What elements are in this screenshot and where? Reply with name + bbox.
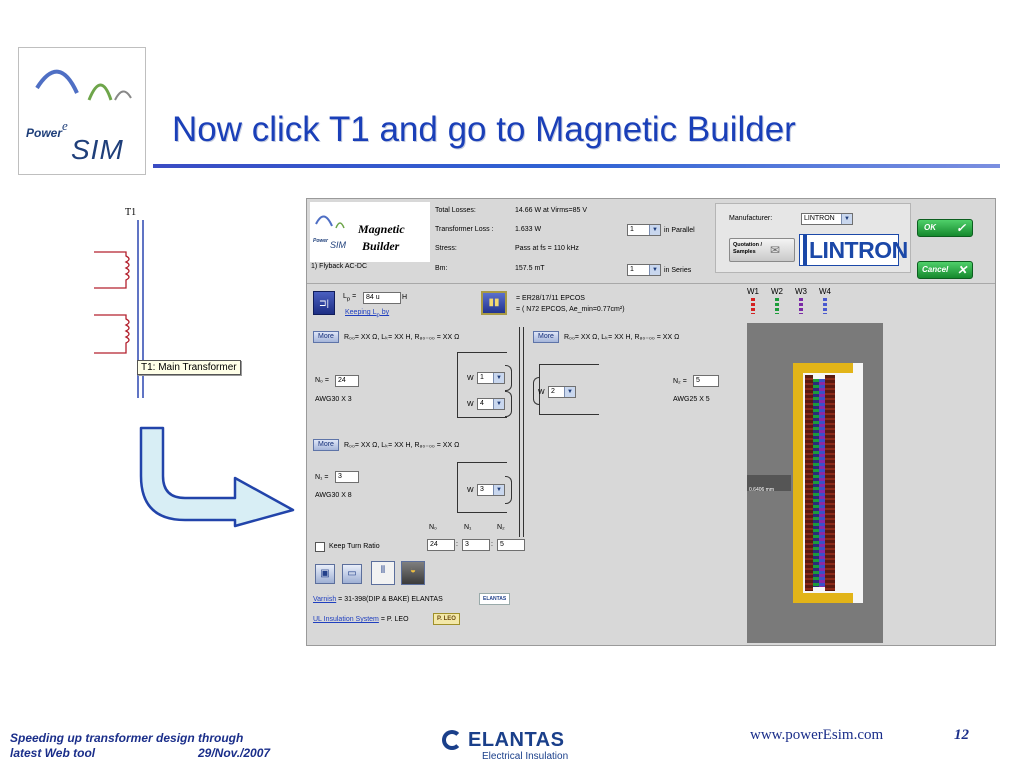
w3-select-value: 3: [480, 486, 484, 493]
chevron-down-icon: ▼: [841, 214, 852, 224]
series-select[interactable]: [627, 264, 661, 276]
keeping-lp-link[interactable]: [345, 309, 389, 318]
logo-sim-text: SIM: [71, 134, 124, 165]
primary-wire-bottom: [457, 417, 507, 418]
summary-value-1: 1.633 W: [515, 226, 542, 233]
series-select-value: 1: [630, 266, 634, 273]
lintron-logo-text: LINTRON: [809, 237, 908, 263]
primary-wire-top: [457, 352, 507, 353]
elantas-logo-icon: [442, 730, 462, 750]
inductor-icon[interactable]: ⊐|: [313, 291, 335, 315]
w1-select[interactable]: [477, 372, 505, 384]
lintron-logo-bar: [803, 235, 807, 265]
aux-wire-top: [457, 462, 507, 463]
transformer-view-icon[interactable]: ⫴: [371, 561, 395, 585]
chevron-down-icon: ▼: [493, 485, 504, 495]
core-cross-section: [747, 323, 883, 643]
manufacturer-label: Manufacturer:: [729, 215, 773, 222]
params-secondary: R₀₀= XX Ω, Lₖ= XX H, R₈₀₋₀₀ = XX Ω: [564, 334, 680, 341]
summary-label-0: Total Losses:: [435, 207, 476, 214]
elantas-logo-sub: Electrical Insulation: [482, 751, 569, 762]
n1-input[interactable]: 3: [335, 471, 359, 483]
lp-label: $L_p$ =: [343, 293, 357, 303]
ratio-header-n1: N₁: [464, 524, 472, 531]
winding-layer-1: [805, 375, 813, 591]
logo-power-text: Power: [26, 126, 63, 140]
chevron-down-icon: ▼: [564, 387, 575, 397]
n0-label: N₀ =: [315, 377, 329, 384]
ratio-n1-input[interactable]: 3: [462, 539, 490, 551]
w2-color-icon: [775, 298, 779, 314]
ok-button-label: OK: [924, 223, 936, 232]
builder-logo-sim: SIM: [330, 240, 347, 250]
footer-url[interactable]: www.powerEsim.com: [750, 727, 884, 743]
n2-label: N₂ =: [673, 378, 687, 385]
params-primary: R₀₀= XX Ω, Lₖ= XX H, R₈₀₋₀₀ = XX Ω: [344, 334, 460, 341]
tab-w2[interactable]: W2: [771, 287, 783, 296]
footer-date: 29/Nov./2007: [198, 746, 271, 760]
slide-title: Now click T1 and go to Magnetic Builder: [172, 110, 796, 149]
summary-label-1: Transformer Loss :: [435, 226, 494, 233]
open-folder-icon[interactable]: ▭: [342, 564, 362, 584]
params-aux: R₀₀= XX Ω, Lₖ= XX H, R₈₀₋₀₀ = XX Ω: [344, 442, 460, 449]
page-number: 12: [954, 727, 969, 743]
logo-swoosh-icon: [19, 48, 145, 128]
tab-w3[interactable]: W3: [795, 287, 807, 296]
builder-logo-power: Power: [313, 238, 329, 244]
n1-label: N₁ =: [315, 474, 329, 481]
aux-wire-left: [457, 462, 458, 512]
parallel-select[interactable]: [627, 224, 661, 236]
n2-wire: AWG25 X 5: [673, 396, 710, 403]
builder-logo-swoosh-icon: [312, 206, 352, 232]
magnetic-builder-window: [306, 198, 996, 646]
w4-select-label: W: [467, 401, 474, 408]
primary-coil-1: [505, 365, 512, 391]
summary-value-2: Pass at fs = 110 kHz: [515, 245, 579, 252]
w3-select[interactable]: [477, 484, 505, 496]
ok-button[interactable]: [917, 219, 973, 237]
lp-unit: H: [402, 294, 408, 301]
bobbin-flange-bottom: [793, 593, 853, 603]
envelope-icon: ✉: [770, 243, 781, 257]
winding-tabs: [747, 287, 847, 319]
ul-insulation-text: = P. LEO: [380, 616, 409, 623]
more-button-aux[interactable]: More: [313, 439, 339, 451]
lp-label-text: L: [343, 293, 347, 300]
tab-w4[interactable]: W4: [819, 287, 831, 296]
w2-select[interactable]: [548, 386, 576, 398]
logo-e-text: e: [62, 118, 68, 133]
manufacturer-select[interactable]: [801, 213, 853, 225]
chevron-down-icon: ▼: [649, 225, 660, 235]
core-line-left: [519, 327, 520, 537]
keeping-lp-suffix: by: [379, 309, 390, 316]
lp-input[interactable]: 84 u: [363, 292, 401, 304]
design-name: 1) Flyback AC-DC: [311, 263, 368, 270]
quotation-samples-label: Quotation / Samples: [733, 242, 763, 255]
w4-color-icon: [823, 298, 827, 314]
navigation-arrow-icon: [135, 426, 315, 532]
ul-pleo-badge: P. LEO: [433, 613, 460, 625]
builder-logo-title1: Magnetic: [358, 222, 405, 236]
varnish-elantas-badge: ELANTAS: [479, 593, 510, 605]
cancel-button[interactable]: [917, 261, 973, 279]
gap-label: 0.6406 mm: [749, 487, 775, 493]
tab-w1[interactable]: W1: [747, 287, 759, 296]
aux-coil: [505, 476, 512, 504]
parallel-select-value: 1: [630, 226, 634, 233]
ratio-n0-input[interactable]: 24: [427, 539, 455, 551]
chevron-down-icon: ▼: [493, 399, 504, 409]
t1-tooltip: T1: Main Transformer: [137, 360, 241, 375]
powere-sim-logo: [18, 47, 146, 175]
ratio-n2-input[interactable]: 5: [497, 539, 525, 551]
n1-wire: AWG30 X 8: [315, 492, 352, 499]
footer-line-1: Speeding up transformer design through: [10, 731, 244, 745]
summary-value-3: 157.5 mT: [515, 265, 545, 272]
cancel-button-label: Cancel: [922, 265, 949, 274]
n0-wire: AWG30 X 3: [315, 396, 352, 403]
title-divider: [153, 164, 1000, 168]
w2-select-value: 2: [551, 388, 555, 395]
ratio-header-n0: N₀: [429, 524, 437, 531]
primary-wire-left: [457, 352, 458, 417]
parallel-label: in Parallel: [664, 227, 695, 234]
aux-wire-bottom: [457, 512, 507, 513]
builder-logo: [310, 202, 430, 262]
footer-line-2: latest Web tool: [10, 746, 96, 760]
w4-select[interactable]: [477, 398, 505, 410]
ul-row: [313, 616, 409, 623]
w3-select-label: W: [467, 487, 474, 494]
w2-select-label: W: [538, 389, 545, 396]
w3-color-icon: [799, 298, 803, 314]
report-icon[interactable]: ◒: [401, 561, 425, 585]
lp-label-sub: p: [346, 296, 351, 303]
quotation-samples-button[interactable]: [729, 238, 795, 262]
manufacturer-select-value: LINTRON: [804, 215, 835, 222]
varnish-row: [313, 596, 443, 603]
varnish-text: = 31-398(DIP & BAKE) ELANTAS: [338, 596, 443, 603]
lintron-logo: [799, 234, 908, 266]
n2-input[interactable]: 5: [693, 375, 719, 387]
keep-turn-ratio-label: Keep Turn Ratio: [329, 543, 380, 550]
secondary-wire-top: [539, 364, 599, 365]
checkmark-icon: ✓: [955, 221, 966, 235]
summary-label-3: Bm:: [435, 265, 448, 272]
summary-label-2: Stress:: [435, 245, 457, 252]
winding-layer-4: [825, 375, 835, 591]
t1-label: T1: [125, 207, 137, 218]
secondary-wire-bottom: [539, 414, 599, 415]
bobbin-flange-top: [793, 363, 853, 373]
more-button-primary[interactable]: More: [313, 331, 339, 343]
varnish-link[interactable]: Varnish: [313, 596, 337, 603]
w1-select-label: W: [467, 375, 474, 382]
core-line-1: = ER28/17/11 EPCOS: [516, 295, 585, 302]
core-line-2: = ( N72 EPCOS, Ae_min=0.77cm²): [516, 306, 625, 313]
w1-color-icon: [751, 298, 755, 314]
ratio-separator-2: :: [491, 541, 493, 548]
close-icon: ✕: [956, 263, 967, 277]
ratio-separator-1: :: [456, 541, 458, 548]
summary-value-0: 14.66 W at Virms=85 V: [515, 207, 588, 214]
keeping-lp-text: Keeping L: [345, 309, 377, 316]
series-label: in Series: [664, 267, 692, 274]
chevron-down-icon: ▼: [649, 265, 660, 275]
primary-coil-2: [505, 391, 512, 417]
w4-select-value: 4: [480, 400, 484, 407]
chevron-down-icon: ▼: [493, 373, 504, 383]
ratio-header-n2: N₂: [497, 524, 505, 531]
elantas-logo-text: ELANTAS: [468, 729, 565, 751]
bobbin-flange-left: [793, 363, 803, 603]
more-button-secondary[interactable]: More: [533, 331, 559, 343]
keeping-lp-sub: p: [376, 312, 380, 319]
w1-select-value: 1: [480, 374, 484, 381]
core-icon[interactable]: ▮▮: [481, 291, 507, 315]
n0-input[interactable]: 24: [335, 375, 359, 387]
keep-turn-ratio-checkbox[interactable]: [315, 542, 325, 552]
save-icon[interactable]: ▣: [315, 564, 335, 584]
builder-logo-title2: Builder: [362, 239, 400, 253]
ul-insulation-link[interactable]: UL Insulation System: [313, 616, 379, 623]
core-line-right: [523, 327, 524, 537]
